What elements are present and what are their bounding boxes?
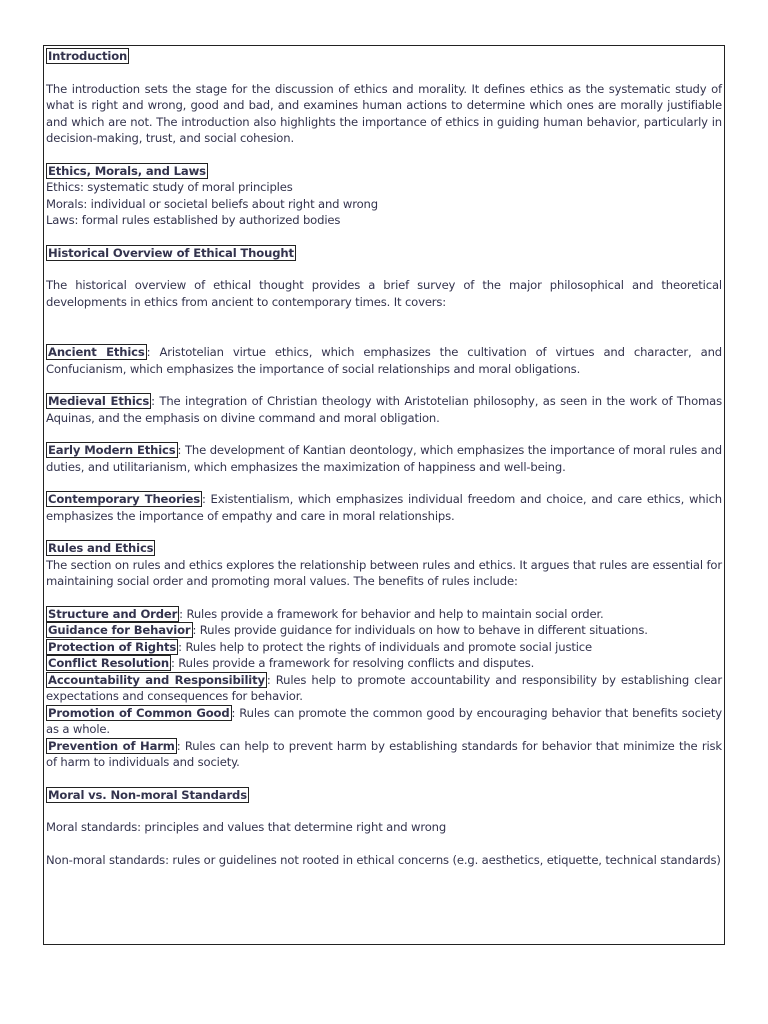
- medieval-ethics-term: Medieval Ethics: [48, 394, 150, 408]
- rules-benefit-item: [46, 655, 722, 672]
- ethics-definition: Ethics: systematic study of moral principles: [46, 180, 293, 194]
- structure-order-text: : Rules provide a framework for behavior and help to maintain social order.: [179, 606, 604, 621]
- early-modern-ethics-term: Early Modern Ethics: [48, 443, 176, 457]
- conflict-resolution-term: Conflict Resolution: [48, 656, 169, 670]
- prevention-harm-text: : Rules can help to prevent harm by establishing standards for behavior that minimize the risk of harm to individuals and society.: [46, 738, 722, 769]
- guidance-behavior-term: Guidance for Behavior: [48, 623, 191, 637]
- early-modern-ethics-item: [46, 442, 722, 475]
- morals-definition: Morals: individual or societal beliefs about right and wrong: [46, 196, 378, 211]
- historical-heading: Historical Overview of Ethical Thought: [48, 245, 294, 260]
- early-modern-ethics-text: : The development of Kantian deontology, which emphasizes the importance of moral rules and duties, and utilitarianism, which emphasizes the maximization of happiness and well-being.: [46, 443, 722, 474]
- medieval-ethics-item: [46, 393, 722, 426]
- moral-standards-line: Moral standards: principles and values that determine right and wrong: [46, 820, 447, 834]
- guidance-behavior-text: : Rules provide guidance for individuals on how to behave in different situations.: [192, 623, 648, 637]
- common-good-text: : Rules can promote the common good by encouraging behavior that benefits society as a whole.: [46, 705, 723, 736]
- structure-order-term: Structure and Order: [48, 606, 178, 621]
- protection-rights-text: : Rules help to protect the rights of individuals and promote social justice: [178, 639, 593, 654]
- ancient-ethics-item: [46, 344, 722, 377]
- rules-benefit-item: [46, 672, 722, 705]
- accountability-text: : Rules help to promote accountability and responsibility by establishing clear expectations and consequences for behavior.: [46, 672, 723, 703]
- contemporary-theories-text: : Existentialism, which emphasizes individual freedom and choice, and care ethics, which emphasizes the importance of empathy and care in moral relationships.: [46, 492, 722, 523]
- nonmoral-standards-line: Non-moral standards: rules or guidelines not rooted in ethical concerns (e.g. aesthetics, etiquette, technical standards): [46, 852, 721, 867]
- rules-benefit-item: [46, 622, 722, 639]
- prevention-harm-term: Prevention of Harm: [48, 738, 175, 753]
- rules-benefit-item: [46, 738, 722, 771]
- laws-definition: Laws: formal rules established by authorized bodies: [46, 213, 341, 227]
- introduction-heading: Introduction: [48, 49, 128, 63]
- rules-benefit-item: [46, 606, 722, 623]
- standards-heading: Moral vs. Non-moral Standards: [48, 787, 247, 802]
- ethics-morals-laws-heading: Ethics, Morals, and Laws: [48, 163, 206, 178]
- protection-rights-term: Protection of Rights: [48, 639, 177, 654]
- document-content: [46, 48, 722, 868]
- medieval-ethics-text: : The integration of Christian theology with Aristotelian philosophy, as seen in the work of Thomas Aquinas, and the emphasis on divine command and moral obligation.: [46, 394, 722, 425]
- ancient-ethics-term: Ancient Ethics: [48, 345, 145, 359]
- rules-benefit-item: [46, 639, 722, 656]
- document-frame: [43, 45, 725, 945]
- rules-intro: The section on rules and ethics explores the relationship between rules and ethics. It argues that rules are essential for maintaining social order and promoting moral values. The benefits of rules include:: [46, 557, 722, 588]
- conflict-resolution-text: : Rules provide a framework for resolving conflicts and disputes.: [170, 656, 535, 670]
- ancient-ethics-text: : Aristotelian virtue ethics, which emphasizes the cultivation of virtues and character, and Confucianism, which emphasizes the importance of social relationships and moral obligations.: [46, 345, 722, 376]
- accountability-term: Accountability and Responsibility: [48, 672, 265, 687]
- rules-benefit-item: [46, 705, 722, 738]
- contemporary-theories-item: [46, 491, 722, 524]
- common-good-term: Promotion of Common Good: [48, 705, 230, 720]
- introduction-body: The introduction sets the stage for the discussion of ethics and morality. It defines ethics as the systematic study of what is right and wrong, good and bad, and examines human actions to determine which ones are morally justifiable and which are not. The introduction also highlights the importance of ethics in guiding human behavior, particularly in decision-making, trust, and social cohesion.: [46, 81, 722, 145]
- historical-intro: The historical overview of ethical thought provides a brief survey of the major philosophical and theoretical developments in ethics from ancient to contemporary times. It covers:: [46, 278, 722, 309]
- rules-heading: Rules and Ethics: [48, 541, 154, 555]
- contemporary-theories-term: Contemporary Theories: [48, 492, 200, 506]
